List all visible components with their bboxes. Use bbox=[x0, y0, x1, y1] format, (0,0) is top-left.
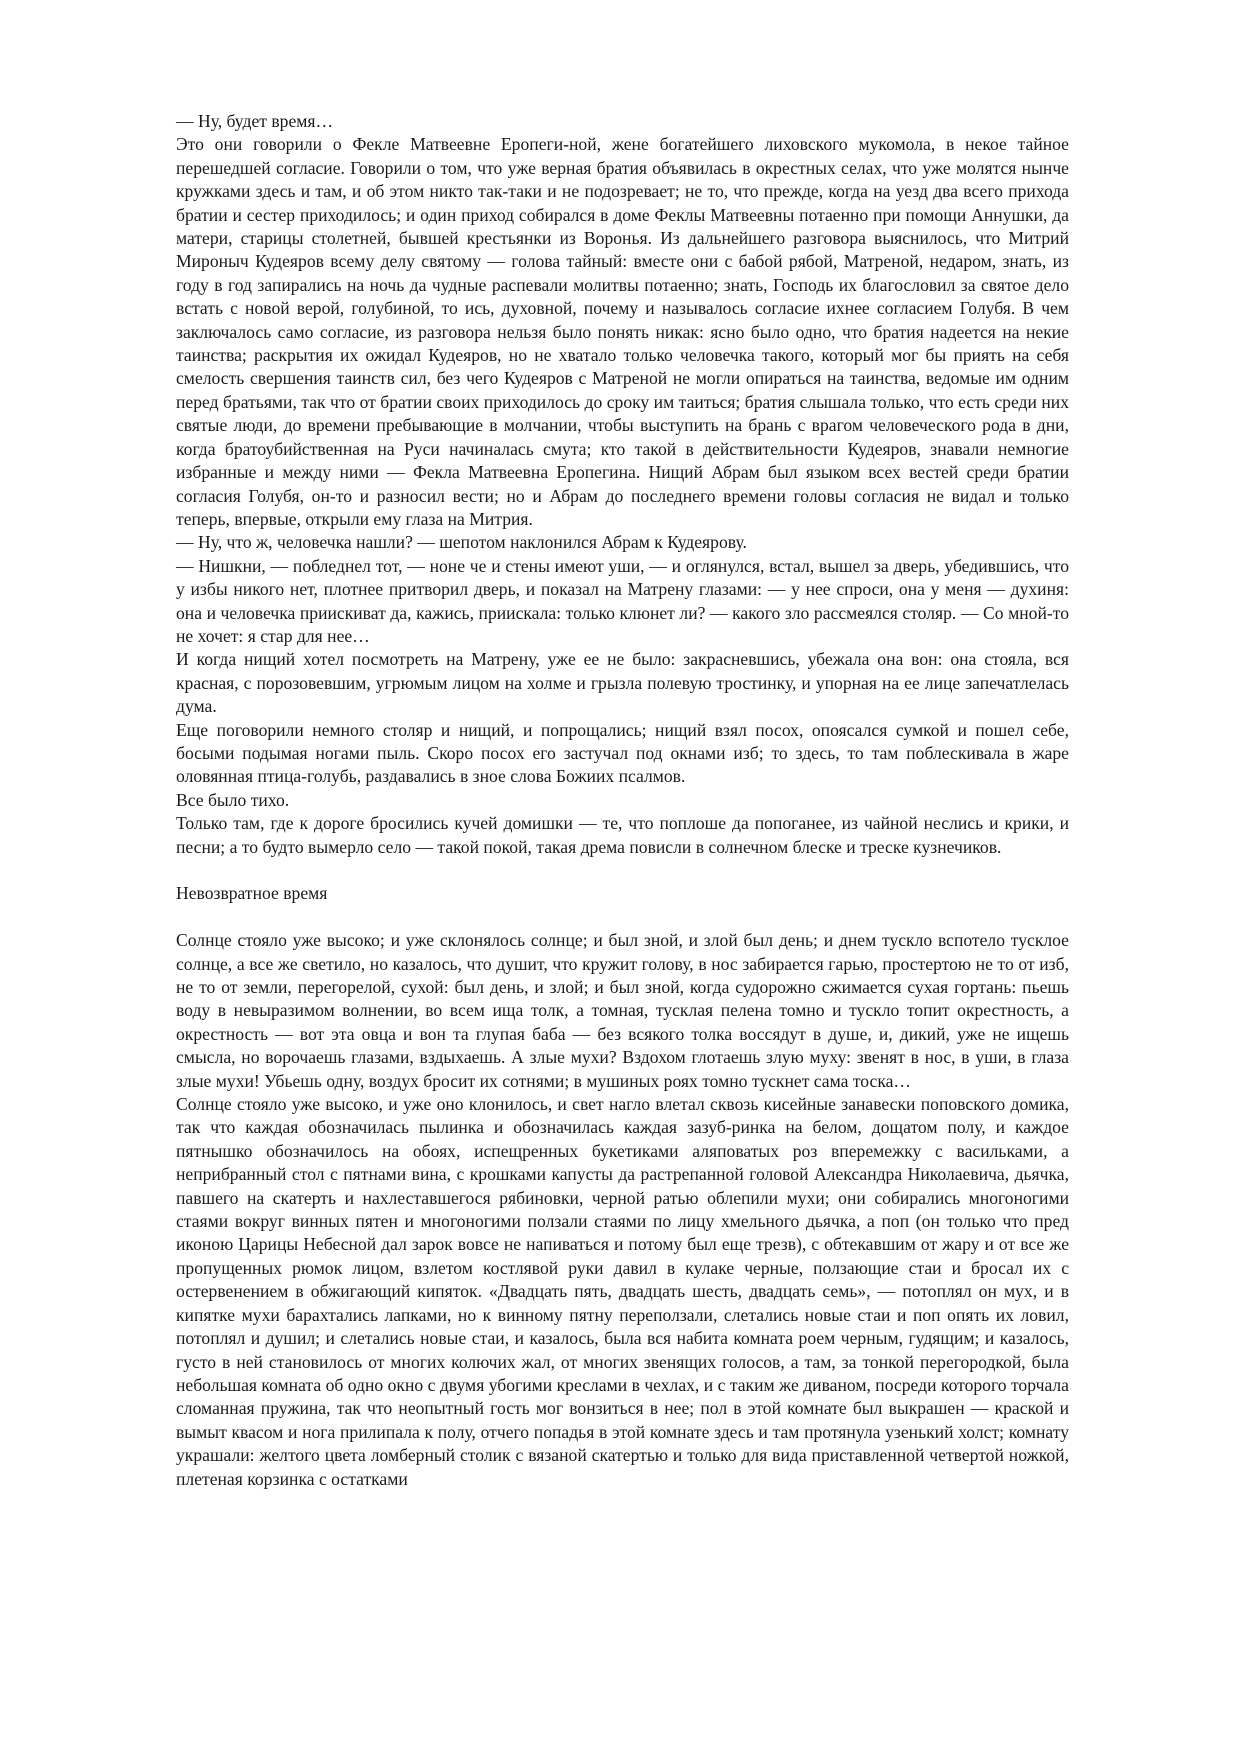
paragraph-farewell: Еще поговорили немного столяр и нищий, и попрощались; нищий взял посох, опоясался сумкой и пошел себе, босыми подымая ногами пыль. Скоро посох его застучал под окнами изб; то здесь, то там поблескивала в жаре оловянная птица-голубь, раздавались в зное слова Божиих псалмов. bbox=[176, 719, 1069, 787]
paragraph-priest-house: Солнце стояло уже высоко, и уже оно клонилось, и свет нагло влетал сквозь кисейные занавески поповского домика, так что каждая обозначилась пылинка и обозначилась каждая зазуб-ринка на белом, дощатом полу, и каждое пятнышко обозначилось на обоях, испещренных букетиками аляповатых роз вперемежку с васильками, а неприбранный стол с пятнами вина, с крошками капусты да растрепанной головой Александра Николаевича, дьячка, павшего на скатерть и нахлеставшегося рябиновки, черной ратью облепили мухи; они собирались многоногими стаями вокруг винных пятен и многоногими ползали стаями по лицу хмельного дьячка, а поп (он только что пред иконою Царицы Небесной дал зарок вовсе не напиваться и потому был еще трезв), с обтекавшим от жару и от все же пропущенных рюмок лицом, взлетом костлявой руки давил в кулаке черные, ползающие стаи и бросал их с остервенением в обжигающий кипяток. «Двадцать пять, двадцать шесть, двадцать семь», — потоплял он мух, и в кипятке мухи барахтались лапками, но к винному пятну переползали, слетались новые стаи и поп опять их ловил, потоплял и душил; и слетались новые стаи, и казалось, была вся набита комната роем черным, гудящим; и казалось, густо в ней становилось от многих колючих жал, от многих звенящих голосов, а там, за тонкой перегородкой, была небольшая комната об одно окно с двумя убогими креслами в чехлах, и с таким же диваном, посреди которого торчала сломанная пружина, так что неопытный гость мог вонзиться в нее; пол в этой комнате был выкрашен — краской и вымыт квасом и нога прилипала к полу, отчего попадья в этой комнате здесь и там протянула узенький холст; комнату украшали: желтого цвета ломберный столик с вязаной скатертью и только для вида приставленной четвертой ножкой, плетеная корзинка с остатками bbox=[176, 1094, 1069, 1489]
paragraph-matrena: И когда нищий хотел посмотреть на Матрену, уже ее не было: закрасневшись, убежала она вон: она стояла, вся красная, с порозовевшим, угрюмым лицом на холме и грызла полевую тростинку, и упорная на ее лице запечатлелась дума. bbox=[176, 649, 1069, 717]
paragraph-village: Только там, где к дороге бросились кучей домишки — те, что поплоше да попоганее, из чайной неслись и крики, и песни; а то будто вымерло село — такой покой, такая дрема повисли в солнечном блеске и треске кузнечиков. bbox=[176, 813, 1069, 857]
paragraph-quiet: Все было тихо. bbox=[176, 789, 290, 810]
paragraph-kudeyarov-reply: — Нишкни, — побледнел тот, — ноне че и стены имеют уши, — и оглянулся, встал, вышел за дверь, убедившись, что у избы никого нет, плотнее притворил дверь, и показал на Матрену глазами: — у нее спроси, она у меня — духиня: она и человечка приискиват да, кажись, приискала: только клюнет ли? — какого зло рассмеялся столяр. — Со мной-то не хочет: я стар для нее… bbox=[176, 555, 1069, 646]
paragraph-dialogue-time: — Ну, будет время… bbox=[176, 111, 334, 131]
section-heading: Невозвратное время bbox=[176, 883, 328, 904]
paragraph-abram-question: — Ну, что ж, человечка нашли? — шепотом наклонился Абрам к Кудеярову. bbox=[176, 532, 747, 553]
paragraph-feklа-story: Это они говорили о Фекле Матвеевне Еропеги-ной, жене богатейшего лиховского мукомола, в некое тайное перешедшей согласие. Говорили о том, что уже верная братия объявилась в окрестных селах, что уже молятся нынче кружками здесь и там, и об этом никто так-таки и не подозревает; не то, что прежде, когда на уезд два всего прихода братии и сестер приходилось; и один приход собирался в доме Феклы Матвеевны потаенно при помощи Аннушки, да матери, старицы столетней, бывшей крестьянки из Воронья. Из дальнейшего разговора выяснилось, что Митрий Мироныч Кудеяров всему делу святому — голова тайный: вместе они с бабой рябой, Матреной, недаром, знать, из году в год запирались на ночь да чудные распевали молитвы потаенно; знать, Господь их благословил за святое дело встать с новой верой, голубиной, то ись, духовной, почему и называлось согласие ихнее согласием Голубя. В чем заключалось само согласие, из разговора нельзя было понять никак: ясно было одно, что братия надеется на некие таинства; раскрытия их ожидал Кудеяров, но не хватало только человечка такого, который мог бы приять на себя смелость свершения таинств сил, без чего Кудеяров с Матреной не могли опираться на таинства, ведомые им одним перед братьями, так что от братии своих приходилось до сроку им таиться; братия слышала только, что есть среди них святые люди, до времени пребывающие в молчании, чтобы выступить на брань с врагом человеческого рода в дни, когда братоубийственная на Руси начиналась смута; кто такой в действительности Кудеяров, знавали немногие избранные и между ними — Фекла Матвеевна Еропегина. Нищий Абрам был языком всех вестей среди братии согласия Голубя, он-то и разносил вести; но и Абрам до последнего времени головы согласия не видал и только теперь, впервые, открыли ему глаза на Митрия. bbox=[176, 134, 1069, 529]
paragraph-sun-heat: Солнце стояло уже высоко; и уже склонялось солнце; и был зной, и злой был день; и днем тускло вспотело тусклое солнце, а все же светило, но казалось, что душит, что кружит голову, в нос забирается гарью, простертою не то от изб, не то от земли, перегорелой, сухой: был день, и злой; и был зной, когда судорожно сжимается сухая гортань: пьешь воду в невыразимом волнении, во всем ища толк, а томная, тусклая пелена томно и тускло топит окрестность, а окрестность — вот эта овца и вон та глупая баба — без всякого толка воссядут в душе, и, дикий, уже не ищешь смысла, но ворочаешь глазами, вздыхаешь. А злые мухи? Вздохом глотаешь злую муху: звенят в нос, в уши, в глаза злые мухи! Убьешь одну, воздух бросит их сотнями; в мушиных роях томно тускнет сама тоска… bbox=[176, 930, 1069, 1091]
document-page bbox=[176, 110, 1069, 1491]
